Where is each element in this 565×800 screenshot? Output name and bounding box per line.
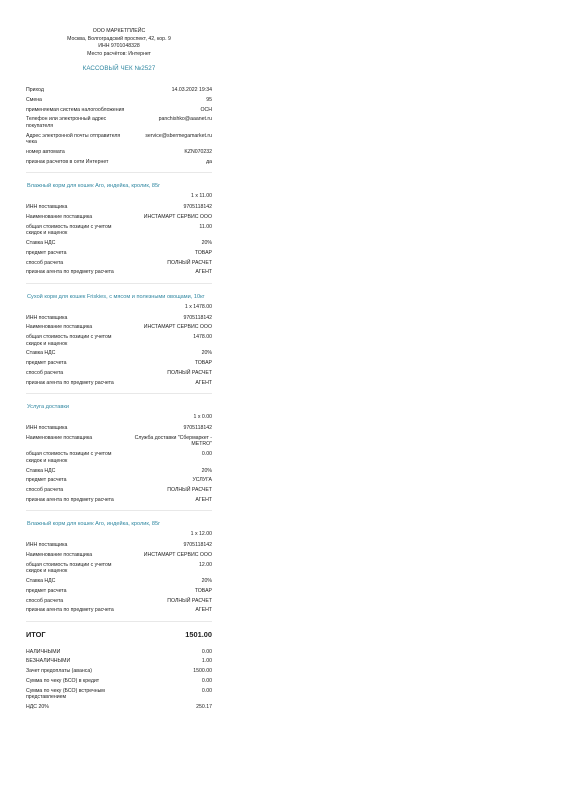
- item-field-value: 1478.00: [193, 334, 212, 341]
- item-field-value: ПОЛНЫЙ РАСЧЕТ: [167, 597, 212, 604]
- item-field-label: предмет расчета: [26, 477, 67, 484]
- item-field-label: признак агента по предмету расчета: [26, 379, 114, 386]
- item-field: [26, 370, 212, 377]
- info-row: [26, 116, 212, 129]
- item-field-label: предмет расчета: [26, 360, 67, 367]
- info-row-label: Телефон или электронный адрес покупателя: [26, 116, 107, 129]
- item-field-value: АГЕНТ: [195, 496, 212, 503]
- item-field: [26, 477, 212, 484]
- item-field-label: предмет расчета: [26, 587, 67, 594]
- item-field-label: способ расчета: [26, 597, 64, 604]
- item-quantity: 1 x 11.00: [191, 193, 212, 200]
- item-field: [26, 598, 212, 605]
- item-field: [26, 380, 212, 387]
- item-field-value: 20%: [201, 239, 212, 246]
- item-field-label: Ставка НДС: [26, 467, 56, 474]
- item-field: [26, 425, 212, 432]
- payment-row-label: Зачет предоплаты (аванса): [26, 668, 92, 675]
- item-field-value: ИНСТАМАРТ СЕРВИС ООО: [143, 213, 212, 220]
- item-field-value: АГЕНТ: [195, 607, 212, 614]
- item-field-value: АГЕНТ: [195, 269, 212, 276]
- payment-row-value: 250.17: [196, 704, 212, 710]
- item-field: [26, 204, 212, 211]
- item-field-value: ТОВАР: [194, 360, 212, 367]
- item-field-label: общая стоимость позиции с учетом скидок и наценок: [26, 223, 112, 237]
- item-field-value: 9705118142: [183, 314, 212, 321]
- item-field-label: общая стоимость позиции с учетом скидок и наценок: [26, 561, 112, 575]
- item-field-label: ИНН поставщика: [26, 542, 68, 549]
- item-field: [26, 552, 212, 559]
- item-field: [26, 487, 212, 494]
- item-field-value: ТОВАР: [194, 249, 212, 256]
- company-name: ООО МАРКЕТПЛЕЙС: [92, 28, 146, 34]
- item-name: Влажный корм для кошек Aro, индейка, кролик, 85г: [27, 521, 161, 528]
- item-field-value: 9705118142: [183, 204, 212, 211]
- item-field: [26, 468, 212, 475]
- item-field-label: Ставка НДС: [26, 350, 56, 357]
- receipt-item: [26, 521, 212, 621]
- payments: [26, 649, 212, 711]
- item-quantity: 1 x 0.00: [193, 414, 212, 421]
- payment-row: [26, 658, 212, 665]
- item-field-value: ПОЛНЫЙ РАСЧЕТ: [167, 259, 212, 266]
- item-field: [26, 260, 212, 267]
- company-address: Москва, Волгоградский проспект, 42, кор. 9: [67, 35, 171, 42]
- item-field-label: признак агента по предмету расчета: [26, 607, 114, 614]
- item-field: [26, 334, 212, 347]
- payment-row-label: Сумма по чеку (БСО) встречным представлением: [26, 687, 105, 701]
- item-field: [26, 360, 212, 367]
- item-field-label: способ расчета: [26, 370, 64, 376]
- info-row-value: panchishko@aaanet.ru: [158, 116, 212, 123]
- settlement-place: Место расчётов: Интернет: [87, 50, 151, 57]
- payment-row: [26, 704, 212, 711]
- item-field-value: АГЕНТ: [195, 379, 212, 386]
- item-name: Сухой корм для кошек Friskies, с мясом и полезными овощами, 10кг: [27, 293, 205, 300]
- divider: [26, 621, 212, 622]
- item-field-value: ПОЛНЫЙ РАСЧЕТ: [167, 487, 212, 494]
- info-row-value: ОСН: [200, 106, 212, 113]
- item-field: [26, 250, 212, 257]
- item-field-value: ИНСТАМАРТ СЕРВИС ООО: [143, 551, 212, 558]
- item-field-value: ИНСТАМАРТ СЕРВИС ООО: [143, 324, 212, 331]
- payment-row-label: БЕЗНАЛИЧНЫМИ: [26, 658, 71, 665]
- receipt-title: КАССОВЫЙ ЧЕК №2527: [82, 65, 156, 73]
- item-field-value: 20%: [201, 467, 212, 474]
- item-name: Услуга доставки: [27, 404, 69, 411]
- receipt-items: [26, 183, 212, 621]
- item-field: [26, 350, 212, 357]
- info-row: [26, 97, 212, 104]
- item-field: [26, 240, 212, 247]
- divider: [26, 283, 212, 284]
- total-value: 1501.00: [185, 629, 212, 639]
- info-row-label: признак расчетов в сети Интернет: [26, 158, 109, 165]
- receipt-item: [26, 294, 212, 394]
- item-field: [26, 315, 212, 322]
- info-row-label: применяемая система налогообложения: [26, 106, 125, 113]
- item-field-label: Ставка НДС: [26, 239, 56, 246]
- item-field: [26, 324, 212, 331]
- receipt-item: [26, 404, 212, 511]
- total-row: [26, 629, 212, 639]
- receipt-item: [26, 183, 212, 283]
- payment-row-value: 0.00: [201, 687, 212, 694]
- item-field: [26, 497, 212, 504]
- item-field-label: общая стоимость позиции с учетом скидок и наценок: [26, 334, 112, 347]
- info-row-value: KZN070232: [184, 149, 212, 156]
- divider: [26, 393, 212, 394]
- item-field-value: 20%: [201, 350, 212, 357]
- payment-row: [26, 668, 212, 675]
- item-field-label: ИНН поставщика: [26, 204, 68, 211]
- receipt-info: [26, 87, 212, 165]
- item-field-value: 0.00: [201, 451, 212, 458]
- item-field-label: Наименование поставщика: [26, 324, 93, 331]
- item-quantity: 1 x 1478.00: [184, 303, 212, 310]
- item-field-value: Служба доставки "Сбермаркет - METRO": [134, 434, 212, 448]
- item-field-label: предмет расчета: [26, 249, 67, 256]
- item-field: [26, 562, 212, 575]
- info-row-value: да: [206, 158, 212, 165]
- total-label: ИТОГ: [26, 629, 46, 639]
- payment-row: [26, 649, 212, 656]
- payment-row-label: Сумма по чеку (БСО) в кредит: [26, 677, 100, 684]
- info-row-value: 95: [206, 96, 212, 103]
- item-name: Влажный корм для кошек Aro, индейка, кролик, 85г: [27, 183, 161, 190]
- item-field-value: ТОВАР: [194, 587, 212, 594]
- item-field: [26, 214, 212, 221]
- item-field: [26, 578, 212, 585]
- item-field: [26, 588, 212, 595]
- company-inn: ИНН 9701048328: [98, 43, 140, 50]
- payment-row-value: 0.00: [201, 648, 212, 655]
- item-field-value: 9705118142: [183, 424, 212, 431]
- item-field-value: 12.00: [199, 561, 212, 568]
- payment-row: [26, 688, 212, 701]
- item-field-label: Ставка НДС: [26, 577, 56, 584]
- item-field-label: общая стоимость позиции с учетом скидок и наценок: [26, 451, 112, 464]
- item-field-value: 9705118142: [183, 542, 212, 549]
- payment-row-value: 0.00: [201, 677, 212, 684]
- item-field-label: ИНН поставщика: [26, 314, 68, 321]
- info-row: [26, 107, 212, 114]
- divider: [26, 172, 212, 173]
- info-row: [26, 133, 212, 146]
- item-field: [26, 224, 212, 237]
- item-field-label: Наименование поставщика: [26, 434, 93, 441]
- payment-row-label: НДС 20%: [26, 704, 49, 710]
- item-quantity: 1 x 12.00: [190, 531, 212, 538]
- info-row-value: 14.03.2022 19:34: [171, 86, 212, 93]
- payment-row: [26, 678, 212, 685]
- item-field-label: ИНН поставщика: [26, 424, 68, 431]
- item-field-label: способ расчета: [26, 487, 64, 494]
- item-field: [26, 435, 212, 448]
- item-field-value: ПОЛНЫЙ РАСЧЕТ: [167, 370, 212, 376]
- item-field: [26, 451, 212, 464]
- item-field-value: УСЛУГА: [192, 477, 212, 484]
- info-row-label: Смена: [26, 96, 42, 103]
- item-field: [26, 269, 212, 276]
- payment-row-value: 1500.00: [193, 668, 212, 675]
- divider: [26, 510, 212, 511]
- info-row-label: номер автомата: [26, 149, 65, 156]
- receipt-header: [26, 28, 212, 58]
- item-field-label: Наименование поставщика: [26, 213, 93, 220]
- item-field-label: способ расчета: [26, 259, 64, 266]
- info-row: [26, 149, 212, 156]
- item-field: [26, 607, 212, 614]
- payment-row-label: НАЛИЧНЫМИ: [26, 648, 61, 655]
- item-field-label: признак агента по предмету расчета: [26, 269, 114, 276]
- item-field: [26, 542, 212, 549]
- info-row-label: Приход: [26, 86, 44, 93]
- receipt: [26, 28, 212, 714]
- item-field-label: признак агента по предмету расчета: [26, 496, 114, 503]
- info-row: [26, 159, 212, 166]
- item-field-value: 20%: [201, 577, 212, 584]
- payment-row-value: 1.00: [201, 658, 212, 665]
- info-row-value: service@sbermegamarket.ru: [145, 132, 212, 139]
- item-field-value: 11.00: [199, 223, 212, 230]
- info-row: [26, 87, 212, 94]
- item-field-label: Наименование поставщика: [26, 551, 93, 558]
- info-row-label: Адрес электронной почты отправителя чека: [26, 132, 121, 146]
